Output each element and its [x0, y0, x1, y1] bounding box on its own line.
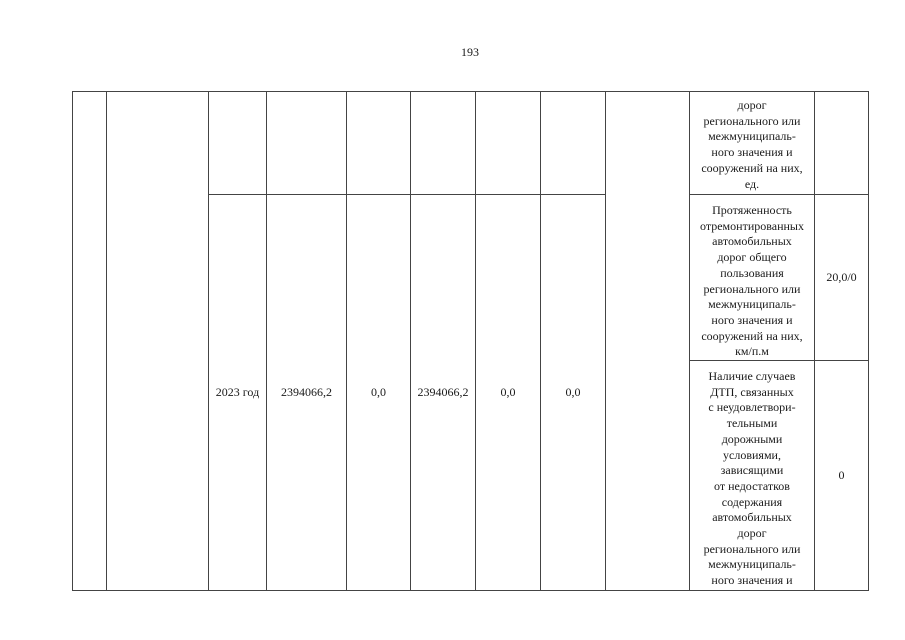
value-cell-5: 0,0 [565, 384, 581, 399]
table-border-right [868, 91, 869, 591]
value-cell-total: 2394066,2 [281, 384, 332, 399]
continuation-table [72, 91, 869, 591]
indicator-value-2: 20,0/0 [826, 269, 857, 284]
column-line-8 [605, 91, 606, 591]
indicator-value-3: 0 [838, 467, 845, 482]
year-cell: 2023 год [215, 384, 260, 399]
table-border-left [72, 91, 73, 591]
table-border-bottom [72, 590, 869, 591]
value-cell-3: 2394066,2 [417, 384, 469, 399]
column-line-1 [106, 91, 107, 591]
page-number: 193 [461, 45, 479, 59]
indicator-text-3: Наличие случаев ДТП, связанных с неудовлетвори- тельными дорожными условиями, зависящими от недостатков содержания автомобильных дорог регионального или межмуниципаль- ного значения и [703, 369, 801, 588]
indicator-text-2: Протяженность отремонтированных автомобильных дорог общего пользования регионального или межмуниципаль- ного значения и сооружений на них, км/п.м [700, 203, 804, 359]
value-cell-2: 0,0 [371, 384, 386, 399]
indicator-text-1: дорог регионального или межмуниципаль- ного значения и сооружений на них, ед. [701, 98, 803, 191]
indicator-value-1 [815, 92, 868, 194]
table-border-top [72, 91, 869, 92]
value-cell-4: 0,0 [500, 384, 516, 399]
